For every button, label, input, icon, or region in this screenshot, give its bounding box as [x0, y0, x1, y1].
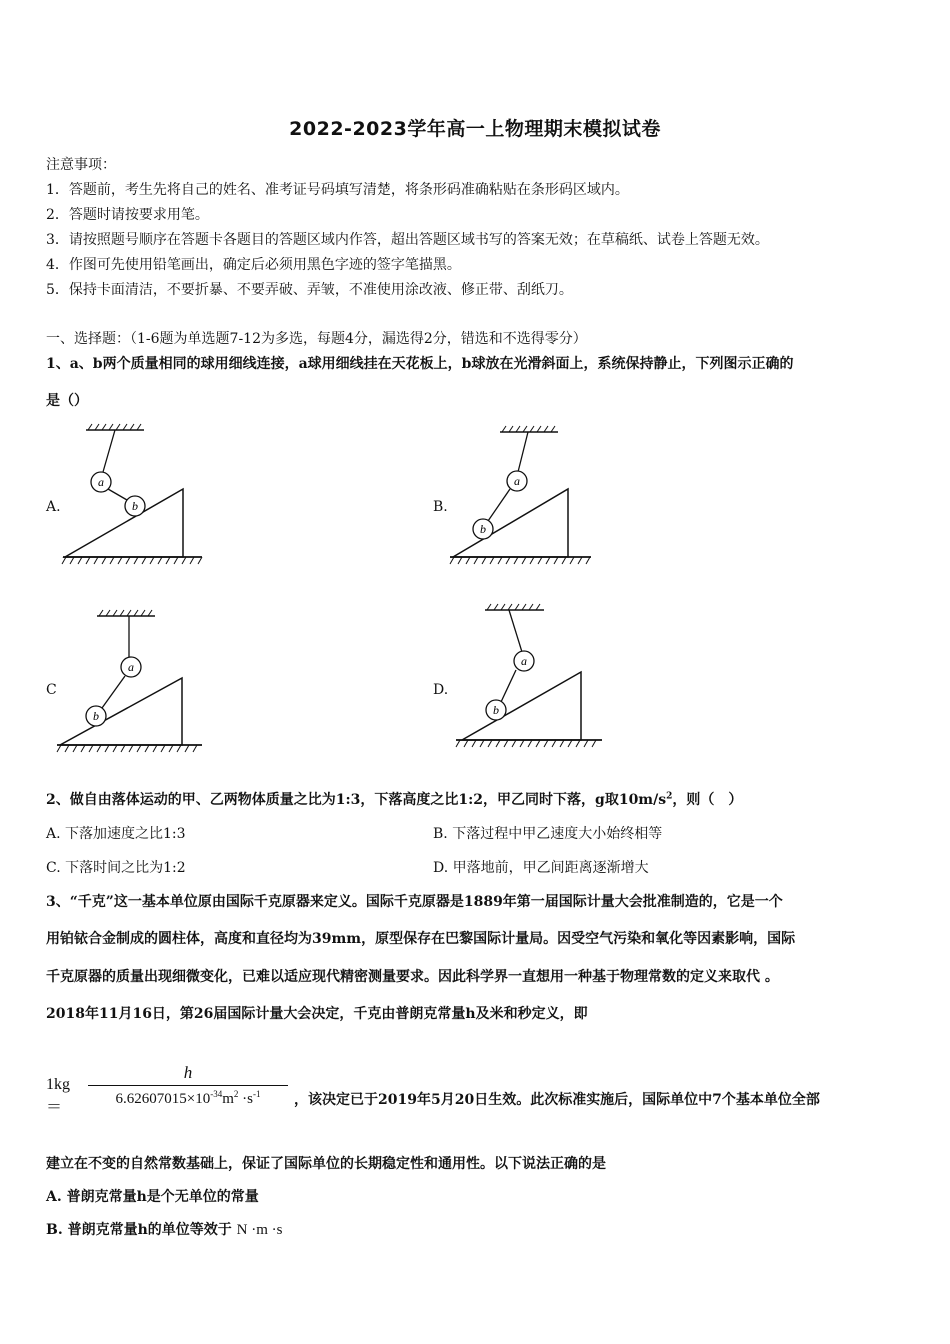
- section-heading: 一、选择题：（1-6题为单选题7-12为多选，每题4分，漏选得2分，错选和不选得零分）: [46, 331, 587, 347]
- ball-a-label: a: [128, 660, 134, 674]
- question-2-stem: [46, 789, 742, 809]
- formula-continuation: ，该决定已于2019年5月20日生效。此次标准实施后，国际单位中7个基本单位全部: [294, 1092, 820, 1108]
- notice-item: 5．保持卡面清洁，不要折暴、不要弄破、弄皱，不准使用涂改液、修正带、刮纸刀。: [46, 282, 573, 298]
- option-b-label: B.: [433, 499, 448, 515]
- figure-option-d: [452, 600, 604, 750]
- ball-a-label: a: [521, 654, 527, 668]
- question-2-option-a: A. 下落加速度之比1:3: [46, 826, 186, 842]
- ball-b-label: b: [132, 499, 138, 513]
- figure-option-b: [448, 420, 598, 570]
- ball-b-label: b: [93, 709, 99, 723]
- formula-denominator: [88, 1089, 288, 1108]
- option-d-label: D.: [433, 682, 449, 698]
- den-unit-m: m: [222, 1091, 234, 1107]
- page-title: 2022-2023学年高一上物理期末模拟试卷: [289, 118, 661, 140]
- den-exp: -1: [252, 1089, 261, 1099]
- question-2-option-b: B. 下落过程中甲乙速度大小始终相等: [433, 826, 663, 842]
- ball-a-label: a: [514, 474, 520, 488]
- question-3-stem: 3、“千克”这一基本单位原由国际千克原器来定义。国际千克原器是1889年第一届国际计量大会批准制造的，它是一个: [46, 894, 783, 910]
- option-b-text: B. 普朗克常量h的单位等效于: [46, 1222, 232, 1238]
- den-exp: -34: [210, 1089, 223, 1099]
- notice-item: 1．答题前，考生先将自己的姓名、准考证号码填写清楚，将条形码准确粘贴在条形码区域内。: [46, 182, 629, 198]
- den-exp: 2: [233, 1089, 239, 1099]
- question-2-option-c: C. 下落时间之比为1:2: [46, 860, 186, 876]
- ball-b-label: b: [480, 522, 486, 536]
- notice-item: 2．答题时请按要求用笔。: [46, 207, 209, 223]
- question-3-option-a: A. 普朗克常量h是个无单位的常量: [46, 1189, 259, 1205]
- figure-option-a: [60, 420, 210, 570]
- question-3-stem-cont: 千克原器的质量出现细微变化，已难以适应现代精密测量要求。因此科学界一直想用一种基于物理常数的定义来取代 。: [46, 969, 779, 985]
- question-1-stem-cont: 是（）: [46, 393, 88, 409]
- option-a-label: A.: [46, 499, 61, 515]
- notice-heading: 注意事项：: [46, 157, 116, 173]
- formula-numerator: h: [183, 1063, 193, 1082]
- question-1-stem: 1、a、b两个质量相同的球用细线连接，a球用细线挂在天花板上，b球放在光滑斜面上，系统保持静止，下列图示正确的: [46, 356, 794, 372]
- question-2-stem-end: ，则（ ）: [672, 792, 743, 808]
- question-3-stem-cont: 建立在不变的自然常数基础上，保证了国际单位的长期稳定性和通用性。以下说法正确的是: [46, 1156, 606, 1172]
- den-base: 6.62607015×10: [115, 1091, 211, 1107]
- den-unit-s: ·s: [242, 1091, 253, 1107]
- notice-item: 3．请按照题号顺序在答题卡各题目的答题区域内作答，超出答题区域书写的答案无效；在草稿纸、试卷上答题无效。: [46, 232, 769, 248]
- question-3-stem-cont: 2018年11月16日，第26届国际计量大会决定，千克由普朗克常量h及米和秒定义，即: [46, 1006, 588, 1022]
- fraction-bar: [88, 1085, 288, 1086]
- ball-a-label: a: [98, 475, 104, 489]
- question-2-stem-text: 2、做自由落体运动的甲、乙两物体质量之比为1:3，下落高度之比1:2，甲乙同时下落，g取10m/s: [46, 792, 667, 808]
- option-b-unit: N ·m ·s: [236, 1222, 283, 1238]
- notice-item: 4．作图可先使用铅笔画出，确定后必须用黑色字迹的签字笔描黑。: [46, 257, 461, 273]
- question-3-option-b: [46, 1219, 282, 1239]
- option-c-label: C: [46, 682, 57, 698]
- ball-b-label: b: [493, 703, 499, 717]
- formula-lhs: 1kg＝: [46, 1076, 70, 1116]
- question-2-stem-sup: 2: [666, 791, 673, 802]
- figure-option-c: [55, 606, 205, 756]
- question-2-option-d: D. 甲落地前，甲乙间距离逐渐增大: [433, 860, 649, 876]
- question-3-stem-cont: 用铂铱合金制成的圆柱体，高度和直径均为39mm，原型保存在巴黎国际计量局。因受空气污染和氧化等因素影响，国际: [46, 931, 796, 947]
